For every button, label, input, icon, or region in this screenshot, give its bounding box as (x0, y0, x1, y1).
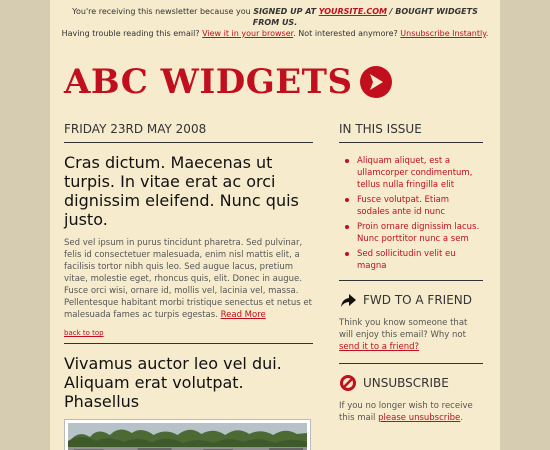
issue-date: FRIDAY 23RD MAY 2008 (64, 120, 313, 143)
unsubscribe-section (339, 363, 483, 424)
article-1-headline: Cras dictum. Maecenas ut turpis. In vitae erat ac orci dignissim eleifend. Nunc quis justo. (64, 153, 299, 229)
preheader-line-1 (60, 6, 490, 28)
preheader (50, 0, 500, 39)
sidebar (339, 120, 483, 424)
unsubscribe-text (339, 400, 483, 424)
please-unsubscribe-link[interactable]: please unsubscribe (378, 413, 461, 423)
unsubscribe-period: . (460, 413, 463, 423)
issue-item[interactable] (345, 221, 483, 245)
back-to-top-link[interactable]: back to top (64, 329, 104, 337)
forward-title: FWD TO A FRIEND (363, 293, 473, 307)
forward-section (339, 280, 483, 353)
memorial-photo-image (68, 423, 307, 450)
logo-text: ABC WIDGETS (64, 62, 353, 102)
bullet-icon (345, 159, 349, 163)
divider (64, 343, 313, 344)
in-this-issue-title: IN THIS ISSUE (339, 120, 483, 143)
issue-item[interactable] (345, 248, 483, 272)
issue-item-label: Aliquam aliquet, est a ullamcorper condimentum, tellus nulla fringilla elit (357, 156, 473, 190)
yoursite-link[interactable]: YOURSITE.COM (318, 7, 387, 16)
issue-item-label: Sed sollicitudin velit eu magna (357, 249, 456, 271)
read-more-link[interactable]: Read More (220, 310, 266, 320)
logo[interactable] (64, 64, 393, 100)
view-in-browser-link[interactable]: View it in your browser (202, 29, 294, 38)
bullet-icon (345, 252, 349, 256)
issue-list (339, 155, 483, 272)
forward-heading (339, 291, 483, 309)
article-1-body (64, 237, 313, 321)
arrow-circle-icon (359, 65, 393, 99)
unsubscribe-instantly-link[interactable]: Unsubscribe Instantly (400, 29, 486, 38)
unsubscribe-heading (339, 374, 483, 392)
forward-text (339, 317, 483, 353)
bullet-icon (345, 225, 349, 229)
send-to-friend-link[interactable]: send it to a friend? (339, 342, 420, 352)
preheader-trouble-text: Having trouble reading this email? (61, 29, 200, 38)
newsletter-body (50, 0, 500, 450)
outer-background-left (0, 0, 50, 450)
preheader-line-2 (60, 28, 490, 39)
issue-item[interactable] (345, 194, 483, 218)
outer-background-right (500, 0, 550, 450)
forward-arrow-icon (339, 291, 357, 309)
main-column (64, 120, 313, 450)
no-entry-icon (339, 374, 357, 392)
article-2-photo (64, 419, 311, 450)
unsubscribe-description: If you no longer wish to receive this mail (339, 401, 473, 423)
forward-description: Think you know someone that will enjoy this email? Why not (339, 318, 468, 340)
issue-item-label: Proin ornare dignissim lacus. Nunc porttitor nunc a sem (357, 222, 480, 244)
bullet-icon (345, 198, 349, 202)
preheader-bought: / BOUGHT WIDGETS FROM US. (252, 7, 478, 27)
preheader-text: You're receiving this newsletter because you (72, 7, 251, 16)
preheader-period: . (485, 29, 489, 38)
preheader-not-interested: . Not interested anymore? (293, 29, 398, 38)
unsubscribe-title: UNSUBSCRIBE (363, 376, 449, 390)
article-2-headline: Vivamus auctor leo vel dui. Aliquam erat volutpat. Phasellus (64, 354, 282, 411)
issue-item[interactable] (345, 155, 483, 191)
preheader-signed-up: SIGNED UP AT (253, 7, 317, 16)
article-1-text: Sed vel ipsum in purus tincidunt pharetra. Sed pulvinar, felis id consectetuer malesuada, enim nisl mattis elit, a facilisis tortor nibh quis leo. Sed augue lacus, pretium vitae, molestie eget, rhoncus quis, elit. Donec in augue. Fusce orci wisi, ornare id, mollis vel, lacinia vel, massa. Pellentesque habitant morbi tristique senectus et netus et malesuada fames ac turpis egestas. (64, 238, 312, 320)
issue-item-label: Fusce volutpat. Etiam sodales ante id nunc (357, 195, 450, 217)
